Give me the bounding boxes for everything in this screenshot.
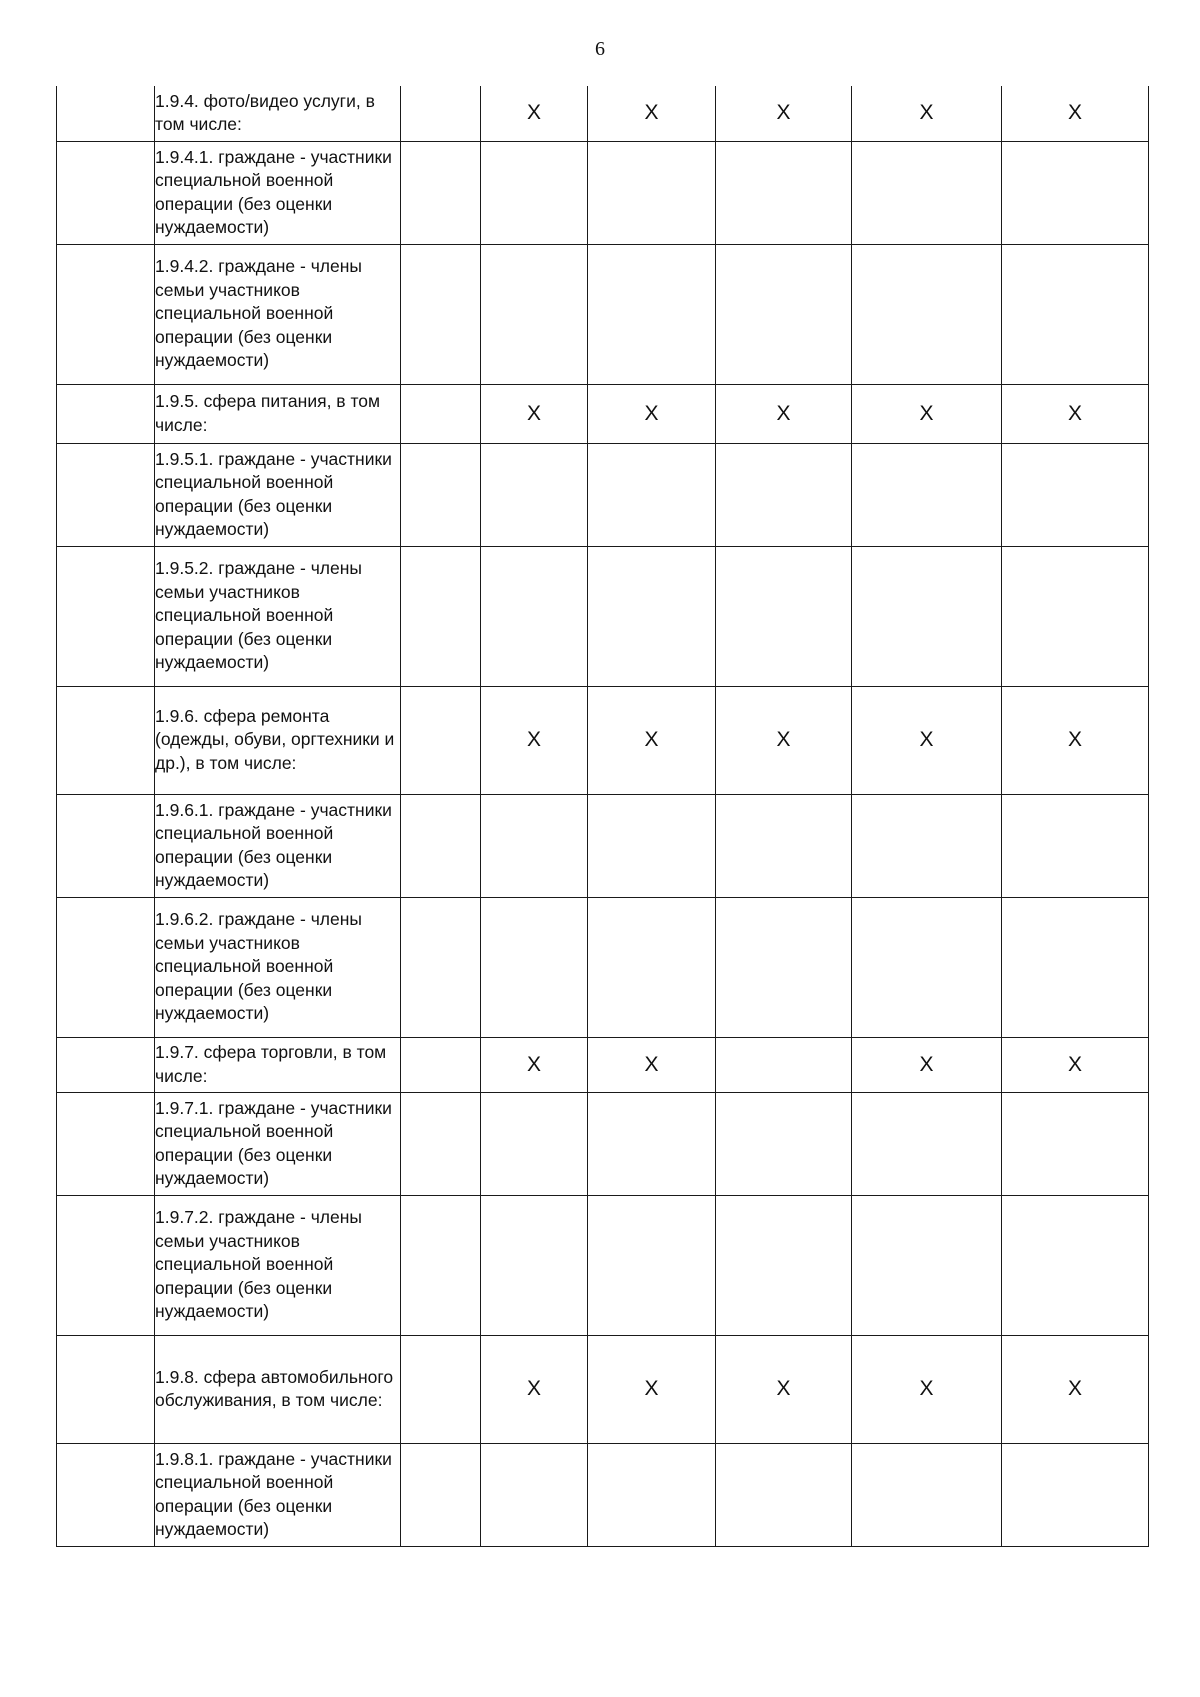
row-label: 1.9.4.2. граждане - члены семьи участников специальной военной операции (без оценки нуждаемости) [155,244,401,384]
mark-cell [401,443,481,546]
mark-cell [1002,141,1149,244]
mark-cell [716,897,852,1037]
row-number-cell [57,244,155,384]
row-label: 1.9.6. сфера ремонта (одежды, обуви, оргтехники и др.), в том числе: [155,686,401,794]
row-number-cell [57,443,155,546]
mark-cell [401,1443,481,1546]
mark-cell [481,443,588,546]
mark-cell [1002,546,1149,686]
mark-cell [588,443,716,546]
mark-cell [588,897,716,1037]
mark-cell [1002,244,1149,384]
mark-cell: X [716,1335,852,1443]
table-body [57,86,1149,1546]
mark-cell [401,546,481,686]
mark-cell: X [852,1335,1002,1443]
row-number-cell [57,1195,155,1335]
mark-cell: X [1002,1335,1149,1443]
mark-cell: X [481,86,588,141]
mark-cell [716,1443,852,1546]
mark-cell [588,794,716,897]
mark-cell: X [481,1335,588,1443]
row-number-cell [57,141,155,244]
mark-cell: X [588,86,716,141]
row-number-cell [57,86,155,141]
row-label: 1.9.4. фото/видео услуги, в том числе: [155,86,401,141]
row-label: 1.9.5.2. граждане - члены семьи участников специальной военной операции (без оценки нуждаемости) [155,546,401,686]
mark-cell [588,1195,716,1335]
mark-cell [481,244,588,384]
row-label: 1.9.6.2. граждане - члены семьи участников специальной военной операции (без оценки нуждаемости) [155,897,401,1037]
mark-cell [716,1037,852,1092]
mark-cell [481,1092,588,1195]
mark-cell [401,384,481,443]
mark-cell [401,897,481,1037]
mark-cell: X [852,686,1002,794]
mark-cell [588,1092,716,1195]
mark-cell [852,897,1002,1037]
mark-cell [852,546,1002,686]
table-row [57,1443,1149,1546]
mark-cell [401,1335,481,1443]
row-number-cell [57,897,155,1037]
indicators-table [56,86,1149,1547]
mark-cell [401,1092,481,1195]
row-label: 1.9.5. сфера питания, в том числе: [155,384,401,443]
mark-cell: X [1002,686,1149,794]
mark-cell [716,141,852,244]
mark-cell [852,443,1002,546]
mark-cell [401,86,481,141]
mark-cell [1002,443,1149,546]
row-number-cell [57,686,155,794]
table-row [57,546,1149,686]
mark-cell: X [716,686,852,794]
mark-cell [481,141,588,244]
mark-cell [716,546,852,686]
mark-cell [588,546,716,686]
table-row [57,1335,1149,1443]
row-number-cell [57,1092,155,1195]
mark-cell [481,794,588,897]
mark-cell [852,1443,1002,1546]
mark-cell [401,141,481,244]
mark-cell: X [588,686,716,794]
mark-cell: X [716,86,852,141]
mark-cell [852,1195,1002,1335]
mark-cell [401,1037,481,1092]
mark-cell [716,1195,852,1335]
mark-cell [401,686,481,794]
row-label: 1.9.6.1. граждане - участники специальной военной операции (без оценки нуждаемости) [155,794,401,897]
mark-cell [716,794,852,897]
mark-cell [401,244,481,384]
table-row [57,686,1149,794]
mark-cell: X [481,1037,588,1092]
mark-cell: X [1002,86,1149,141]
mark-cell [852,141,1002,244]
table-row [57,897,1149,1037]
mark-cell [716,443,852,546]
mark-cell: X [1002,1037,1149,1092]
row-number-cell [57,546,155,686]
table-row [57,244,1149,384]
mark-cell [588,1443,716,1546]
table-row [57,86,1149,141]
table-row [57,1092,1149,1195]
row-label: 1.9.8.1. граждане - участники специальной военной операции (без оценки нуждаемости) [155,1443,401,1546]
row-label: 1.9.7. сфера торговли, в том числе: [155,1037,401,1092]
mark-cell [481,897,588,1037]
row-label: 1.9.5.1. граждане - участники специальной военной операции (без оценки нуждаемости) [155,443,401,546]
row-label: 1.9.4.1. граждане - участники специальной военной операции (без оценки нуждаемости) [155,141,401,244]
mark-cell [852,1092,1002,1195]
mark-cell [481,1443,588,1546]
table-row [57,443,1149,546]
row-number-cell [57,794,155,897]
mark-cell [1002,1195,1149,1335]
mark-cell [716,1092,852,1195]
mark-cell [481,546,588,686]
mark-cell [588,141,716,244]
row-label: 1.9.7.2. граждане - члены семьи участников специальной военной операции (без оценки нуждаемости) [155,1195,401,1335]
page-number: 6 [595,38,605,60]
mark-cell: X [852,384,1002,443]
row-number-cell [57,1037,155,1092]
table-row [57,794,1149,897]
row-label: 1.9.7.1. граждане - участники специальной военной операции (без оценки нуждаемости) [155,1092,401,1195]
mark-cell: X [588,1335,716,1443]
mark-cell [852,244,1002,384]
mark-cell [1002,1092,1149,1195]
mark-cell: X [588,384,716,443]
row-number-cell [57,1335,155,1443]
mark-cell [588,244,716,384]
mark-cell: X [481,384,588,443]
table-row [57,1195,1149,1335]
mark-cell [401,1195,481,1335]
mark-cell [1002,1443,1149,1546]
table-row [57,141,1149,244]
mark-cell [716,244,852,384]
mark-cell: X [588,1037,716,1092]
row-label: 1.9.8. сфера автомобильного обслуживания, в том числе: [155,1335,401,1443]
mark-cell: X [852,86,1002,141]
mark-cell [1002,794,1149,897]
mark-cell [852,794,1002,897]
mark-cell: X [481,686,588,794]
mark-cell: X [716,384,852,443]
mark-cell [1002,897,1149,1037]
table-row [57,1037,1149,1092]
mark-cell [481,1195,588,1335]
row-number-cell [57,384,155,443]
row-number-cell [57,1443,155,1546]
mark-cell: X [852,1037,1002,1092]
mark-cell: X [1002,384,1149,443]
table-row [57,384,1149,443]
mark-cell [401,794,481,897]
